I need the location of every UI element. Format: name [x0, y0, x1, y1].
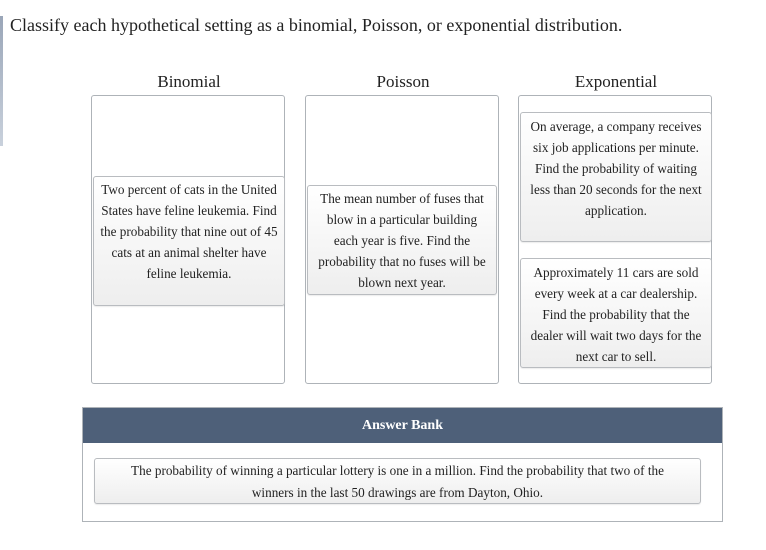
exponential-header: Exponential — [574, 72, 658, 91]
poisson-header: Poisson — [376, 72, 430, 91]
side-marker — [0, 16, 3, 146]
binomial-header: Binomial — [157, 72, 221, 91]
question-prompt: Classify each hypothetical setting as a binomial, Poisson, or exponential distribution. — [10, 15, 623, 35]
exponential-card-job-applications[interactable]: On average, a company receives six job applications per minute. Find the probability of waiting less than 20 seconds for the next application. — [520, 112, 712, 242]
exponential-card-cars-sold[interactable]: Approximately 11 cars are sold every week at a car dealership. Find the probability that the dealer will wait two days for the next car to sell. — [520, 258, 712, 368]
answer-bank-title: Answer Bank — [83, 408, 722, 443]
poisson-card-fuses[interactable]: The mean number of fuses that blow in a particular building each year is five. Find the probability that no fuses will be blown next year. — [307, 185, 497, 295]
answer-bank-card-lottery[interactable]: The probability of winning a particular lottery is one in a million. Find the probability that two of the winners in the last 50 drawings are from Dayton, Ohio. — [94, 458, 701, 504]
binomial-card-cat-leukemia[interactable]: Two percent of cats in the United States have feline leukemia. Find the probability that nine out of 45 cats at an animal shelter have feline leukemia. — [93, 176, 285, 306]
